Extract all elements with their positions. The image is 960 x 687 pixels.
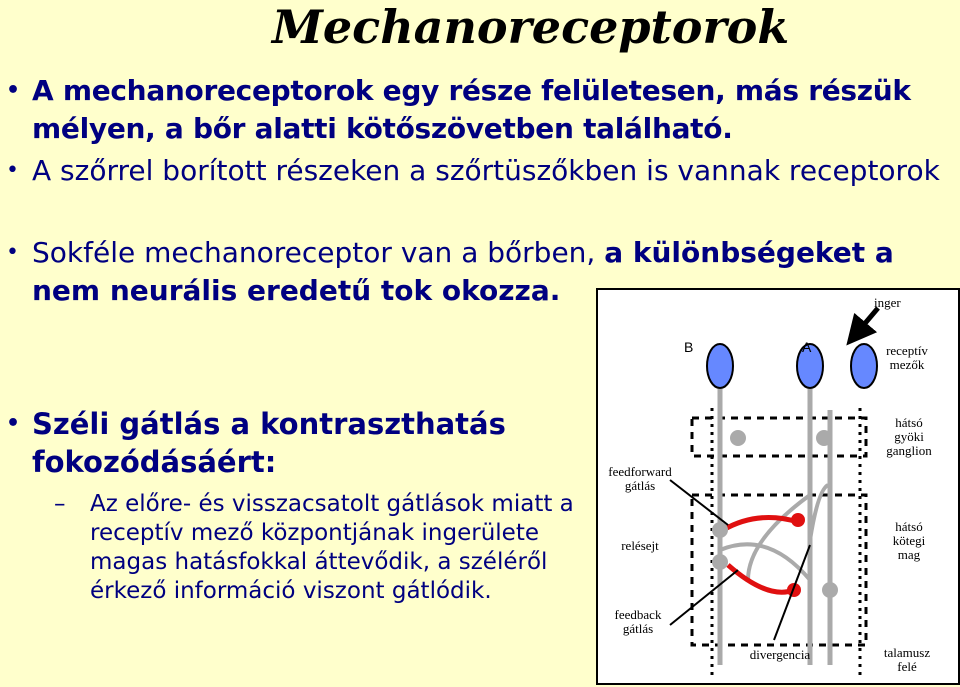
ganglion-cell-a — [816, 430, 832, 446]
bullet-2-text: A szőrrel borított részeken a szőrtüszőkben is vannak receptorok — [32, 154, 940, 187]
ganglion-cell-b — [730, 430, 746, 446]
sub-bullet — [54, 490, 594, 606]
bullet-4-text: Széli gátlás a kontraszthatás fokozódásáért: — [32, 407, 506, 479]
red-inhibitory-path-2 — [728, 565, 794, 592]
relay-cell-right — [822, 582, 838, 598]
label-dcn-line-3: mag — [897, 547, 921, 562]
bullet-1 — [6, 72, 956, 148]
label-relay-cell: relésejt — [621, 538, 659, 553]
label-dorsal-column-nucleus — [878, 520, 940, 562]
label-drg-line-1: hátsó — [895, 415, 923, 430]
bullet-marker: • — [6, 240, 19, 265]
label-thalamus-line-1: talamusz — [883, 645, 931, 660]
label-feedforward-line-1: feedforward — [608, 464, 672, 479]
bullet-1-text: A mechanoreceptorok egy része felületesen, más részük mélyen, a bőr alatti kötőszövetben található. — [32, 74, 911, 145]
label-dorsal-root-ganglion — [878, 416, 940, 458]
label-receptive-line-1: receptív — [886, 343, 928, 358]
receptor-b — [707, 344, 733, 388]
label-divergence: divergencia — [749, 647, 811, 662]
bullet-2 — [6, 152, 956, 190]
sub-bullet-text: Az előre- és visszacsatolt gátlások miatt a receptív mező központjának ingerülete magas hatásfokkal áttevődik, a széléről érkező információ viszont gátlódik. — [90, 491, 574, 604]
label-dcn-line-2: kötegi — [892, 533, 926, 548]
bullet-3-bold: a különbségeket a nem neurális eredetű tok okozza. — [32, 236, 894, 307]
label-thalamus — [872, 646, 942, 674]
label-b: B — [684, 339, 694, 355]
receptor-right — [851, 344, 877, 388]
feedback-pointer — [670, 570, 738, 625]
sub-bullet-dash: – — [54, 491, 66, 517]
label-thalamus-line-2: felé — [897, 659, 917, 674]
label-feedforward-line-2: gátlás — [624, 478, 656, 493]
bullet-marker: • — [6, 158, 19, 183]
label-receptive-line-2: mezők — [889, 357, 925, 372]
stimulus-arrow — [856, 308, 878, 334]
label-drg-line-2: gyöki — [894, 429, 924, 444]
bullet-4 — [6, 405, 576, 481]
label-feedback-line-2: gátlás — [622, 621, 654, 636]
relay-cell-a — [712, 554, 728, 570]
label-feedback-line-1: feedback — [614, 607, 662, 622]
red-neuron-1 — [791, 513, 805, 527]
grey-branch-2 — [810, 485, 828, 540]
lateral-inhibition-diagram — [596, 288, 960, 685]
label-dcn-line-1: hátsó — [895, 519, 923, 534]
bullet-marker: • — [6, 78, 20, 103]
label-drg-line-3: ganglion — [886, 443, 932, 458]
label-receptive-fields — [878, 344, 936, 372]
label-a: A — [802, 339, 812, 355]
bullet-marker: • — [6, 411, 21, 436]
red-inhibitory-path-1 — [723, 518, 798, 531]
page-title: Mechanoreceptorok — [272, 0, 790, 54]
label-inger: inger — [874, 295, 901, 310]
label-feedforward — [600, 465, 680, 493]
label-feedback — [606, 608, 670, 636]
bullet-3-plain: Sokféle mechanoreceptor van a bőrben, — [32, 236, 605, 269]
